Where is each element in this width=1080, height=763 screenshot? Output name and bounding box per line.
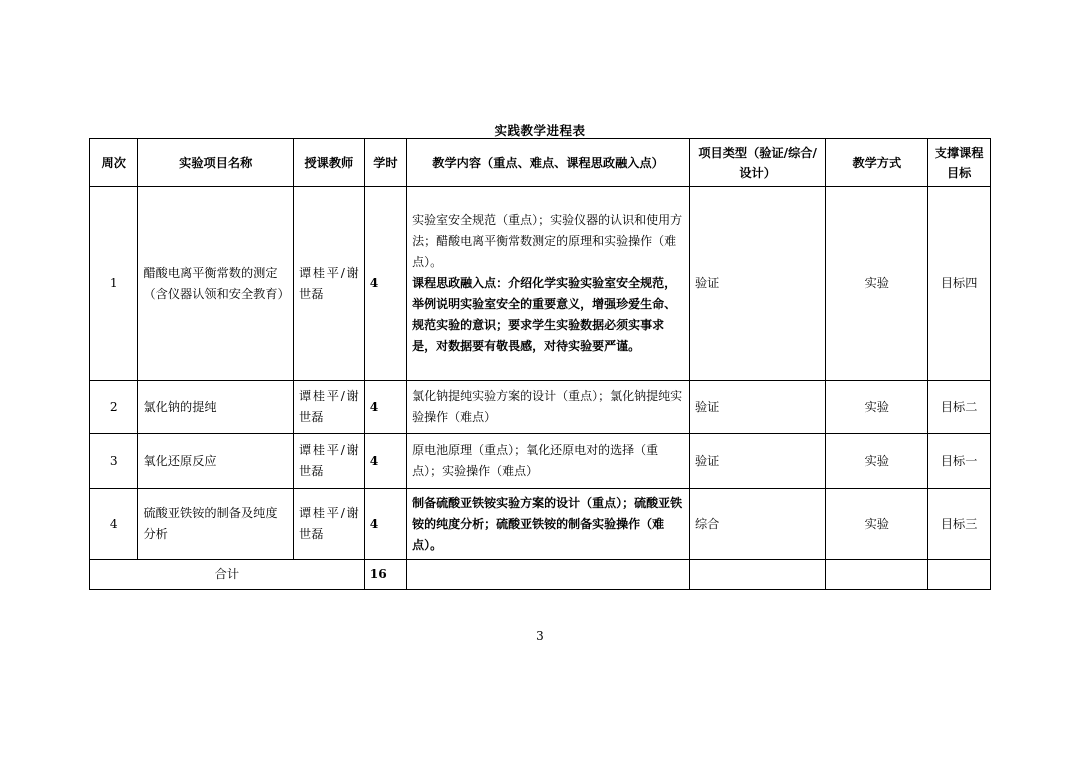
content-normal-text: 原电池原理（重点）；氧化还原电对的选择（重点）；实验操作（难点） — [412, 443, 659, 478]
cell-project-name: 氧化还原反应 — [138, 434, 294, 489]
header-method: 教学方式 — [826, 139, 928, 187]
table-row — [90, 434, 991, 489]
cell-method: 实验 — [826, 187, 928, 381]
total-label: 合计 — [90, 560, 365, 590]
cell-project-name: 氯化钠的提纯 — [138, 381, 294, 434]
content-ideology-text: 课程思政融入点：介绍化学实验实验室安全规范，举例说明实验室安全的重要意义，增强珍爱生命、规范实验的意识；要求学生实验数据必须实事求是，对数据要有敬畏感，对待实验要严谨。 — [412, 276, 677, 353]
cell-week: 1 — [90, 187, 138, 381]
cell-content — [407, 489, 690, 560]
cell-hours: 4 — [364, 187, 406, 381]
cell-target: 目标三 — [928, 489, 991, 560]
practice-schedule-table — [89, 138, 991, 590]
cell-project-name: 醋酸电离平衡常数的测定（含仪器认领和安全教育） — [138, 187, 294, 381]
cell-content — [407, 187, 690, 381]
cell-type: 综合 — [689, 489, 825, 560]
header-teacher: 授课教师 — [294, 139, 365, 187]
cell-method: 实验 — [826, 489, 928, 560]
header-project-name: 实验项目名称 — [138, 139, 294, 187]
total-empty-cell — [826, 560, 928, 590]
header-type: 项目类型（验证/综合/设计） — [689, 139, 825, 187]
cell-type: 验证 — [689, 434, 825, 489]
content-normal-text: 氯化钠提纯实验方案的设计（重点）；氯化钠提纯实验操作（难点） — [412, 389, 683, 424]
cell-teacher: 谭桂平/谢世磊 — [294, 434, 365, 489]
cell-content — [407, 434, 690, 489]
cell-week: 2 — [90, 381, 138, 434]
cell-hours: 4 — [364, 489, 406, 560]
content-bold-text: 制备硫酸亚铁铵实验方案的设计（重点）；硫酸亚铁铵的纯度分析；硫酸亚铁铵的制备实验操作（难点）。 — [412, 495, 683, 552]
table-row — [90, 187, 991, 381]
cell-method: 实验 — [826, 434, 928, 489]
cell-type: 验证 — [689, 381, 825, 434]
cell-teacher: 谭桂平/谢世磊 — [294, 381, 365, 434]
header-hours: 学时 — [364, 139, 406, 187]
cell-hours: 4 — [364, 381, 406, 434]
table-row — [90, 381, 991, 434]
cell-type: 验证 — [689, 187, 825, 381]
cell-content — [407, 381, 690, 434]
cell-hours: 4 — [364, 434, 406, 489]
total-empty-cell — [689, 560, 825, 590]
cell-target: 目标二 — [928, 381, 991, 434]
cell-target: 目标一 — [928, 434, 991, 489]
cell-teacher: 谭桂平/谢世磊 — [294, 489, 365, 560]
header-target: 支撑课程目标 — [928, 139, 991, 187]
total-empty-cell — [928, 560, 991, 590]
cell-week: 4 — [90, 489, 138, 560]
table-row — [90, 489, 991, 560]
total-row — [90, 560, 991, 590]
cell-teacher: 谭桂平/谢世磊 — [294, 187, 365, 381]
total-hours: 16 — [364, 560, 406, 590]
content-normal-text: 实验室安全规范（重点）；实验仪器的认识和使用方法；醋酸电离平衡常数测定的原理和实验操作（难点）。 — [412, 213, 683, 269]
page-number: 3 — [536, 629, 544, 643]
cell-target: 目标四 — [928, 187, 991, 381]
table-title: 实践教学进程表 — [494, 123, 586, 138]
total-empty-cell — [407, 560, 690, 590]
header-content: 教学内容（重点、难点、课程思政融入点） — [407, 139, 690, 187]
cell-project-name: 硫酸亚铁铵的制备及纯度分析 — [138, 489, 294, 560]
header-week: 周次 — [90, 139, 138, 187]
header-row — [90, 139, 991, 187]
cell-week: 3 — [90, 434, 138, 489]
cell-method: 实验 — [826, 381, 928, 434]
